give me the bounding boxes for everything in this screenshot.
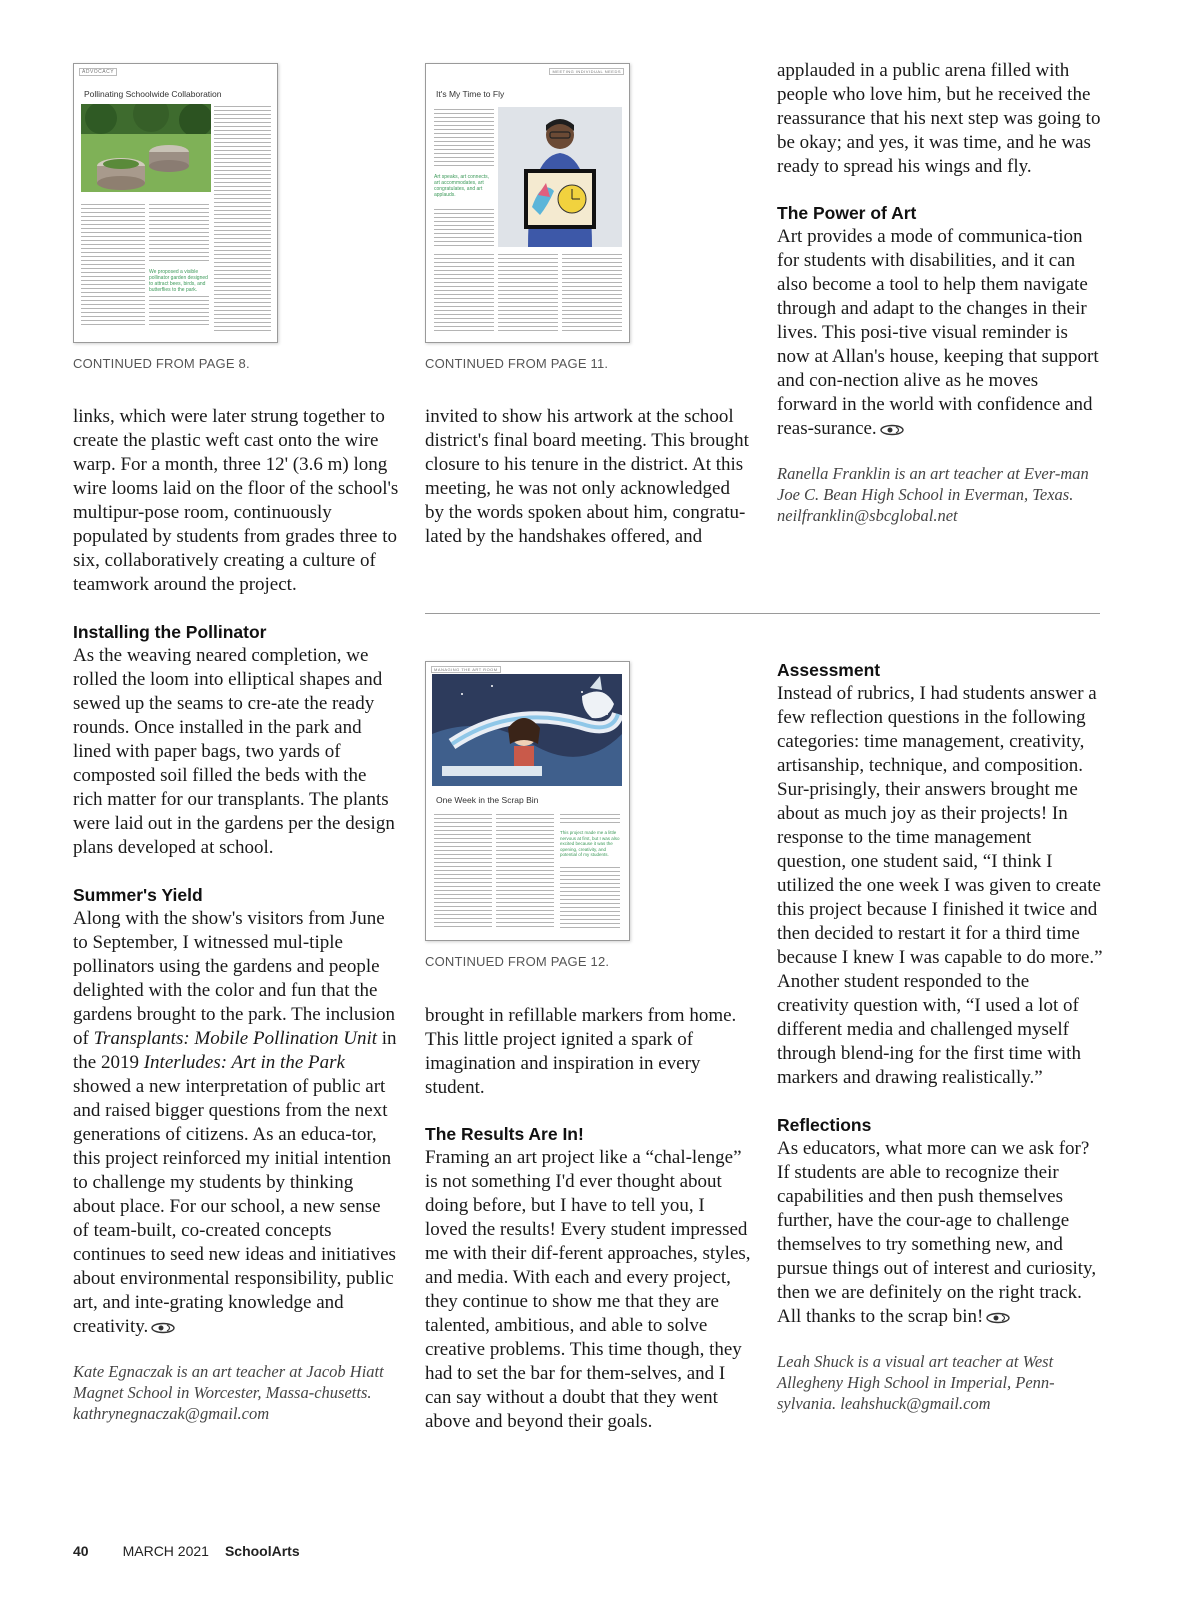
scrap-continued-text: brought in refillable markers from home. This little project ignited a spark of imagination and inspiration in every student. [425,1005,737,1098]
summers-yield-paragraph: Along with the show's visitors from June to September, I witnessed mul-tiple pollinators using the gardens and people delighted with the color and fun that the gardens brought to the park. The inclusion of Transplants: Mobile Pollination Unit in the 2019 Interludes: Art in the Park showed a new interpretation of public art and raised bigger questions from the next generations of citizens. As an educa-tor, this project reinforced my initial intention to challenge my students by thinking about place. For our school, a new sense of team-built, co-created concepts continues to seed new ideas and initiatives about environmental responsibility, public art, and inte-grating knowledge and creativity. [73,908,397,1337]
heading-installing-pollinator: Installing the Pollinator [73,622,267,642]
fly-continued-text: invited to show his artwork at the school district's final board meeting. This brought closure to his tenure in the district. At this meeting, he was not only acknowledged by the words spoken about him, congratu-lated by the handshakes offered, and [425,406,749,547]
assessment-paragraph: Instead of rubrics, I had students answer a few reflection questions in the following categories: time management, creativity, artisanship, technique, and composition. Sur-prisingly, their answers brought me about as much joy as their projects! In response to the time management question, one student said, “I think I utilized the one week I was given to create this project because I finished it twice and then decided to restart it for a third time because I knew I was capable to do more.” Another student responded to the creativity question with, “I used a lot of different media and challenged myself through blend-ing for the first time with markers and drawing realistically.” [777,683,1103,1088]
heading-power-of-art: The Power of Art [777,203,917,223]
magazine-name: SchoolArts [224,1543,300,1559]
installing-paragraph: As the weaving neared completion, we rolled the loom into elliptical shapes and sewed up the seams to cre-ate the ready rounds. Once installed in the park and lined with paper bags, two yards of composted soil filled the beds with the rich matter for our transplants. The plants were laid out in the gardens per the design plans developed at school. [73,645,395,858]
reflections-paragraph: As educators, what more can we ask for? If students are able to recognize their capabilities and then push themselves further, have the cour-age to challenge themselves to try something new, and pursue things out of interest and curiosity, then we are definitely on the right track. All thanks to the scrap bin! [777,1138,1097,1327]
thumbnail-title: Pollinating Schoolwide Collaboration [84,89,222,99]
author-bio-shuck: Leah Shuck is a visual art teacher at West Allegheny High School in Imperial, Penn-sylvania. leahshuck@gmail.com [777,1352,1055,1413]
section-tag: MANAGING THE ART ROOM [431,666,501,673]
section-tag: ADVOCACY [79,68,117,76]
column-3-top [777,59,1103,526]
end-mark-icon [985,1312,1011,1324]
heading-assessment: Assessment [777,660,881,680]
author-bio-franklin: Ranella Franklin is an art teacher at Ever-man Joe C. Bean High School in Everman, Texas. neilfranklin@sbcglobal.net [777,464,1089,525]
pull-quote: Art speaks, art connects, art accommodates, art congratulates, and art applauds. [434,174,490,198]
end-mark-icon [879,424,905,436]
issue-date: MARCH 2021 [122,1543,209,1559]
page-footer [73,1543,300,1561]
continued-from-page-8: CONTINUED FROM PAGE 8. [73,356,250,371]
scrap-continued-block [425,1004,751,1434]
author-bio-egnaczak: Kate Egnaczak is an art teacher at Jacob Hiatt Magnet School in Worcester, Massa-chusetts. kathrynegnaczak@gmail.com [73,1362,384,1423]
page-number: 40 [73,1543,89,1559]
dragon-artwork-photo [432,674,622,786]
thumbnail-title: It's My Time to Fly [436,89,505,99]
fly-continued-col3: applauded in a public arena filled with people who love him, but he received the reassurance that his next step was going to be okay; and yes, it was time, and he was ready to spread his wings and fly. [777,60,1101,177]
column-1 [73,405,399,1424]
fly-continued-block [425,405,751,549]
article-thumbnail-fly [425,63,630,343]
section-tag: MEETING INDIVIDUAL NEEDS [549,68,624,75]
thumbnail-title: One Week in the Scrap Bin [436,795,539,805]
heading-results-are-in: The Results Are In! [425,1124,584,1144]
power-of-art-paragraph: Art provides a mode of communica-tion for students with disabilities, and it can also become a tool to help them navigate through and adapt to the changes in their lives. This posi-tive visual reminder is now at Allan's house, keeping that support and con-nection alive as he moves forward in the world with confidence and reas-surance. [777,226,1099,439]
student-artwork-photo [498,107,622,247]
continued-from-page-12: CONTINUED FROM PAGE 12. [425,954,610,969]
article-thumbnail-pollinating [73,63,278,343]
end-mark-icon [150,1322,176,1334]
pull-quote: We proposed a visible pollinator garden designed to attract bees, birds, and butterflies to the park. [149,269,208,293]
pollinating-continued-text: links, which were later strung together to create the plastic weft cast onto the wire warp. For a month, three 12' (3.6 m) long wire looms laid on the floor of the school's multipur-pose room, continuously populated by students from grades three to six, collaboratively creating a culture of teamwork around the project. [73,406,399,595]
garden-photo [81,104,211,192]
article-thumbnail-scrap-bin [425,661,630,941]
section-divider [425,613,1100,614]
pull-quote: This project made me a little nervous at first, but I was also excited because it was the opening, creativity, and potential of my students. [560,830,620,857]
continued-from-page-11: CONTINUED FROM PAGE 11. [425,356,609,371]
results-paragraph: Framing an art project like a “chal-lenge” is not something I'd ever thought about doing before, but I have to tell you, I loved the results! Every student impressed me with their dif-ferent approaches, styles, and media. With each and every project, they continue to show me that they are talented, ambitious, and able to solve creative problems. This time though, they had to set the bar for them-selves, and I can say without a doubt that they went above and beyond their goals. [425,1147,751,1432]
column-3-bottom [777,658,1103,1414]
heading-summers-yield: Summer's Yield [73,885,203,905]
heading-reflections: Reflections [777,1115,872,1135]
